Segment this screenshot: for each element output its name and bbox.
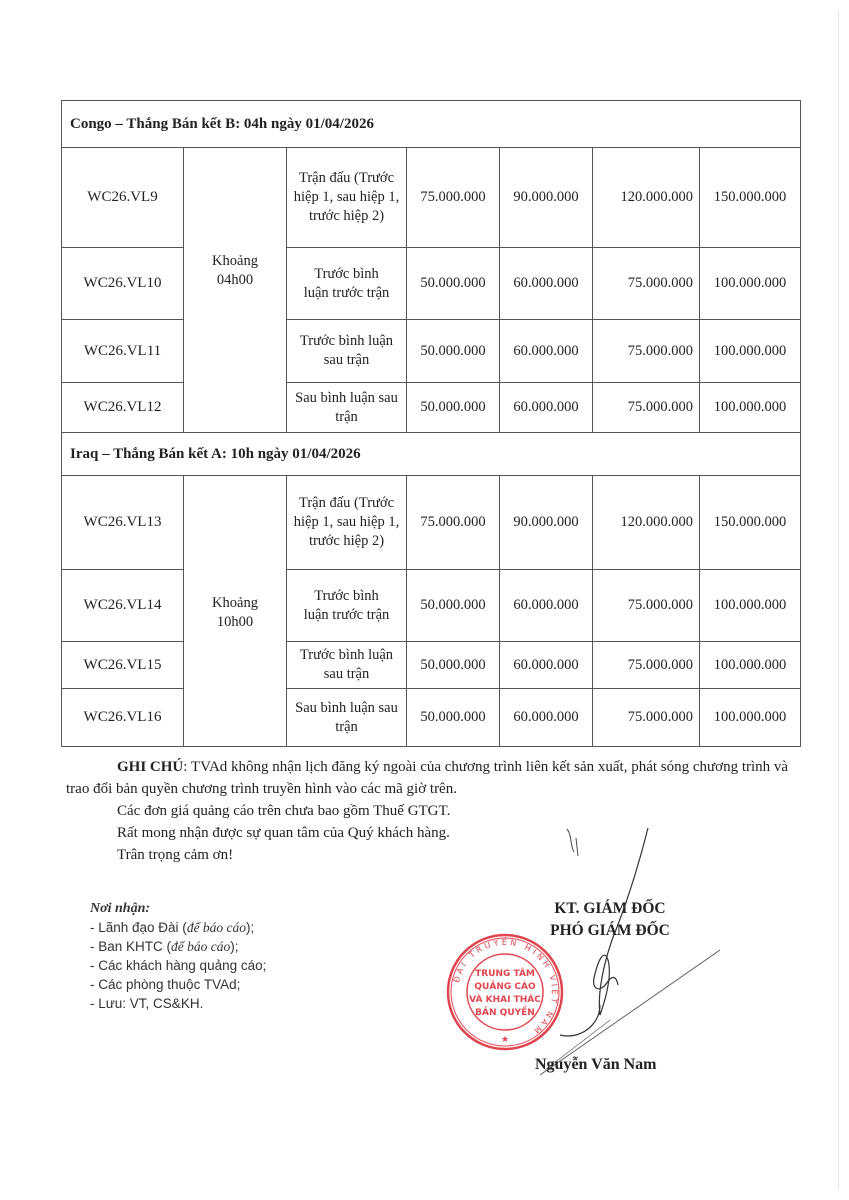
thanks-note: Trân trọng cảm ơn! bbox=[117, 847, 234, 863]
time-slot-cell bbox=[184, 476, 287, 747]
recipient-item: - Các phòng thuộc TVAd; bbox=[90, 977, 241, 992]
price-cell: 75.000.000 bbox=[407, 476, 500, 570]
price-cell: 60.000.000 bbox=[500, 689, 593, 747]
appreciation-note: Rất mong nhận được sự quan tâm của Quý khách hàng. bbox=[117, 825, 450, 841]
code-cell: WC26.VL16 bbox=[62, 689, 184, 747]
position-cell: Trận đấu (Trước hiệp 1, sau hiệp 1, trước hiệp 2) bbox=[287, 476, 407, 570]
position-cell: Sau bình luận sau trận bbox=[287, 689, 407, 747]
note-paragraph bbox=[66, 756, 806, 800]
price-cell: 100.000.000 bbox=[700, 642, 801, 689]
page-edge bbox=[838, 10, 839, 1190]
table-row bbox=[62, 248, 801, 320]
price-cell: 100.000.000 bbox=[700, 689, 801, 747]
recipients-list bbox=[90, 899, 266, 1013]
price-cell: 50.000.000 bbox=[407, 642, 500, 689]
price-cell: 100.000.000 bbox=[700, 383, 801, 433]
price-cell: 60.000.000 bbox=[500, 570, 593, 642]
section-header: Iraq – Thắng Bán kết A: 10h ngày 01/04/2026 bbox=[62, 433, 801, 476]
price-cell: 100.000.000 bbox=[700, 248, 801, 320]
price-cell: 50.000.000 bbox=[407, 689, 500, 747]
code-cell: WC26.VL11 bbox=[62, 320, 184, 383]
table-row bbox=[62, 570, 801, 642]
price-cell: 75.000.000 bbox=[593, 689, 700, 747]
position-cell: Trước bình luận trước trận bbox=[287, 570, 407, 642]
note-label: GHI CHÚ bbox=[117, 759, 184, 775]
price-cell: 90.000.000 bbox=[500, 148, 593, 248]
time-slot-label: Khoảng 04h00 bbox=[212, 253, 258, 288]
price-cell: 120.000.000 bbox=[593, 148, 700, 248]
section-header: Congo – Thắng Bán kết B: 04h ngày 01/04/2026 bbox=[62, 101, 801, 148]
price-cell: 75.000.000 bbox=[593, 383, 700, 433]
position-cell: Trước bình luận sau trận bbox=[287, 320, 407, 383]
table-row bbox=[62, 148, 801, 248]
table-row bbox=[62, 689, 801, 747]
position-cell: Sau bình luận sau trận bbox=[287, 383, 407, 433]
price-cell: 50.000.000 bbox=[407, 383, 500, 433]
price-cell: 150.000.000 bbox=[700, 148, 801, 248]
svg-text:ĐÀI TRUYỀN HÌNH VIỆT NAM: ĐÀI TRUYỀN HÌNH VIỆT NAM bbox=[451, 937, 560, 1037]
price-cell: 50.000.000 bbox=[407, 570, 500, 642]
signature-block bbox=[525, 898, 695, 942]
price-cell: 75.000.000 bbox=[593, 642, 700, 689]
code-cell: WC26.VL10 bbox=[62, 248, 184, 320]
signer-name: Nguyễn Văn Nam bbox=[535, 1056, 657, 1073]
time-slot-label: Khoảng 10h00 bbox=[212, 595, 258, 630]
svg-text:BẢN QUYỀN: BẢN QUYỀN bbox=[475, 1008, 535, 1018]
recipient-item: - Lưu: VT, CS&KH. bbox=[90, 996, 204, 1011]
position-cell: Trước bình luận trước trận bbox=[287, 248, 407, 320]
recipient-item: - Ban KHTC (để báo cáo); bbox=[90, 939, 239, 954]
price-cell: 75.000.000 bbox=[593, 248, 700, 320]
price-cell: 75.000.000 bbox=[593, 320, 700, 383]
code-cell: WC26.VL13 bbox=[62, 476, 184, 570]
official-stamp-icon bbox=[445, 932, 565, 1052]
recipient-item: - Các khách hàng quảng cáo; bbox=[90, 958, 267, 973]
price-cell: 60.000.000 bbox=[500, 642, 593, 689]
price-cell: 60.000.000 bbox=[500, 320, 593, 383]
price-cell: 90.000.000 bbox=[500, 476, 593, 570]
price-cell: 60.000.000 bbox=[500, 383, 593, 433]
svg-text:VÀ KHAI THÁC: VÀ KHAI THÁC bbox=[469, 995, 541, 1005]
table-row bbox=[62, 642, 801, 689]
position-cell: Trận đấu (Trước hiệp 1, sau hiệp 1, trước hiệp 2) bbox=[287, 148, 407, 248]
price-cell: 50.000.000 bbox=[407, 248, 500, 320]
code-cell: WC26.VL14 bbox=[62, 570, 184, 642]
code-cell: WC26.VL9 bbox=[62, 148, 184, 248]
signature-title-2: PHÓ GIÁM ĐỐC bbox=[550, 922, 670, 939]
note-text: : TVAd không nhận lịch đăng ký ngoài của chương trình liên kết sản xuất, phát sóng chương trình và trao đổi bản quyền chương trình truyền hình vào các mã giờ trên. bbox=[66, 759, 789, 797]
svg-text:★: ★ bbox=[500, 1034, 510, 1044]
price-cell: 120.000.000 bbox=[593, 476, 700, 570]
price-cell: 60.000.000 bbox=[500, 248, 593, 320]
signature-title-1: KT. GIÁM ĐỐC bbox=[554, 900, 666, 917]
table-row bbox=[62, 320, 801, 383]
ad-pricing-table bbox=[61, 100, 801, 747]
section-header-row bbox=[62, 433, 801, 476]
price-cell: 75.000.000 bbox=[593, 570, 700, 642]
table-row bbox=[62, 383, 801, 433]
notes-section bbox=[66, 756, 806, 866]
svg-text:TRUNG TÂM: TRUNG TÂM bbox=[475, 969, 535, 979]
time-slot-cell bbox=[184, 148, 287, 433]
section-header-row bbox=[62, 101, 801, 148]
recipient-item: - Lãnh đạo Đài (để báo cáo); bbox=[90, 920, 255, 935]
price-cell: 100.000.000 bbox=[700, 320, 801, 383]
position-cell: Trước bình luận sau trận bbox=[287, 642, 407, 689]
recipients-title: Nơi nhận: bbox=[90, 901, 151, 916]
vat-note: Các đơn giá quảng cáo trên chưa bao gồm Thuế GTGT. bbox=[117, 803, 451, 819]
table-row bbox=[62, 476, 801, 570]
code-cell: WC26.VL12 bbox=[62, 383, 184, 433]
price-cell: 75.000.000 bbox=[407, 148, 500, 248]
price-cell: 100.000.000 bbox=[700, 570, 801, 642]
price-cell: 50.000.000 bbox=[407, 320, 500, 383]
price-cell: 150.000.000 bbox=[700, 476, 801, 570]
code-cell: WC26.VL15 bbox=[62, 642, 184, 689]
svg-text:QUẢNG CÁO: QUẢNG CÁO bbox=[474, 982, 536, 992]
